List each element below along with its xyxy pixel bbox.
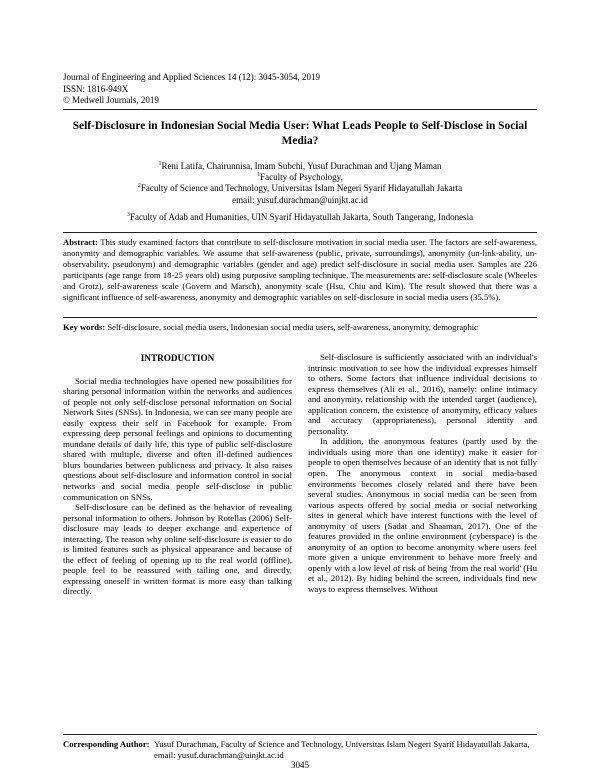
affiliation-1: Faculty of Psychology, (260, 172, 343, 183)
journal-header (63, 72, 543, 107)
abstract-top-rule (63, 232, 537, 233)
body-paragraph: Social media technologies have opened new possibilities for sharing personal information within the networks and audiences of people not only self-disclose personal information on Social Network Sites (SNSs). In Indonesia, we can see many people are easily express their self in Facebook for example. From expressing deep personal feelings and opinions to documenting mundane details of daily life, this type of public self-disclosure shared with multiple, diverse and often ill-defined audiences blurs boundaries between publicness and privacy. It also raises questions about self-disclosure and information control in social networks and social media people self-disclose in public communication on SNSs. (63, 375, 292, 502)
footer-divider (63, 734, 537, 735)
affiliation-2: Faculty of Science and Technology, Universitas Islam Negeri Syarif Hidayatullah Jakarta (140, 183, 463, 194)
journal-citation: Journal of Engineering and Applied Sciences 14 (12): 3045-3054, 2019 (63, 72, 320, 82)
body-paragraph: Self-disclosure is sufficiently associated with an individual's intrinsic motivation to see how the individual expresses himself to others. Some factors that influence individual decisions to express themselves (Ali et al., 2016), namely: online intimacy and anonymity, relationship with the intended target (audience), application concern, the existence of anonymity, efficacy values and accuracy (appropriateness), personal identity and personality. (308, 352, 537, 436)
abstract (63, 237, 537, 302)
keywords (63, 322, 537, 333)
corresponding-author (63, 739, 537, 761)
keywords-top-rule (63, 317, 537, 318)
section-heading-introduction: INTRODUCTION (140, 353, 215, 363)
author-names: Reni Latifa, Chairunnisa, Imam Subchi, Yusuf Durachman and Ujang Maman (161, 161, 442, 171)
abstract-text: This study examined factors that contribute to self-disclosure motivation in social media user. The factors are self-awareness, anonymity and demographic variables. We assume that self-awareness (public, private, surroundings), anonymity (un-link-ability, un-observability, pseudonym) and demographic variables (gender and age) predict self-disclosure in social media user. Samples are 226 participants (age range from 18-25 years old) using purposive sampling technique. The measurements are: self-disclosure scale (Wheeles and Grotz), self-awareness scale (Govern and Marsch), anonymity scale (Hsu, Chiu and Kim). The result showed that there was a significant influence of self-awareness, anonymity and demographic variables on self-disclosure in social media users (35.5%). (63, 237, 537, 302)
abstract-label: Abstract: (63, 237, 98, 247)
keywords-text: Self-disclosure, social media users, Indonesian social media users, self-awareness, anonymity, demographic (107, 322, 478, 332)
author-email: email: yusuf.durachman@uinjkt.ac.id (232, 194, 368, 205)
journal-issn: ISSN: 1816-949X (63, 83, 129, 94)
body-paragraph: Self-disclosure can be defined as the behavior of revealing personal information to others. Johnson by Rotellas (2006) Self-disclosure may leads to deeper exchange and experience of interacting. The reason why online self-disclosure is easier to do is limited features such as physical appearance and because of the effect of feeling of opening up to the real world (offline), people feel to be reassured with tailing one, and directly, expressing oneself in written format is more easy than talking directly. (63, 502, 292, 597)
author-block: $^1$Reni Latifa, Chairunnisa, Imam Subchi, Yusuf Durachman and Ujang Maman $^1$Faculty of Psychology, $^2$Faculty of Science and Technology, Universitas Islam Negeri Syarif Hidayatullah Jakarta email: yusuf.durachman@uinjkt.ac.id $^3$Faculty of Adab and Humanities, UIN Syarif Hidayatullah Jakarta, South Tangerang, Indonesia (126, 161, 474, 222)
corresponding-author-text: Yusuf Durachman, Faculty of Science and Technology, Universitas Islam Negeri Syarif Hidayatullah Jakarta, email: yusuf.durachman@uinjkt.ac.id (154, 739, 530, 760)
body-paragraph: In addition, the anonymous features (partly used by the individuals using more than one identity) make it easier for people to open themselves because of an identity that is not fully open. The anonymous context in social media-based environments becomes closely related and there have been several studies. Anonymous in social media can be seen from various aspects offered by social media or social networking sites in general which have interest functions with the level of anonymity of users (Sadat and Shaaman, 2017). One of the features provided in the online environment (cyberspace) is the anonymity of an option to become anonymity where users feel more given a unique environment to behave more freely and openly with a low level of risk of being 'from the real world' (Hu et al., 2012). By hiding behind the screen, individuals find new ways to express themselves. Without (308, 436, 537, 595)
body-column-right (308, 352, 537, 595)
affiliation-3: Faculty of Adab and Humanities, UIN Syarif Hidayatullah Jakarta, South Tangerang, Indonesia (129, 211, 474, 222)
keywords-label: Key words: (63, 322, 106, 332)
corresponding-author-label: Corresponding Author: (63, 739, 150, 749)
header-divider (63, 109, 537, 110)
body-column-left (63, 352, 292, 597)
paper-title: Self-Disclosure in Indonesian Social Media User: What Leads People to Self-Disclose in Social Media? (72, 120, 528, 147)
page-number: 3045 (291, 760, 309, 770)
journal-copyright: © Medwell Journals, 2019 (63, 95, 159, 105)
